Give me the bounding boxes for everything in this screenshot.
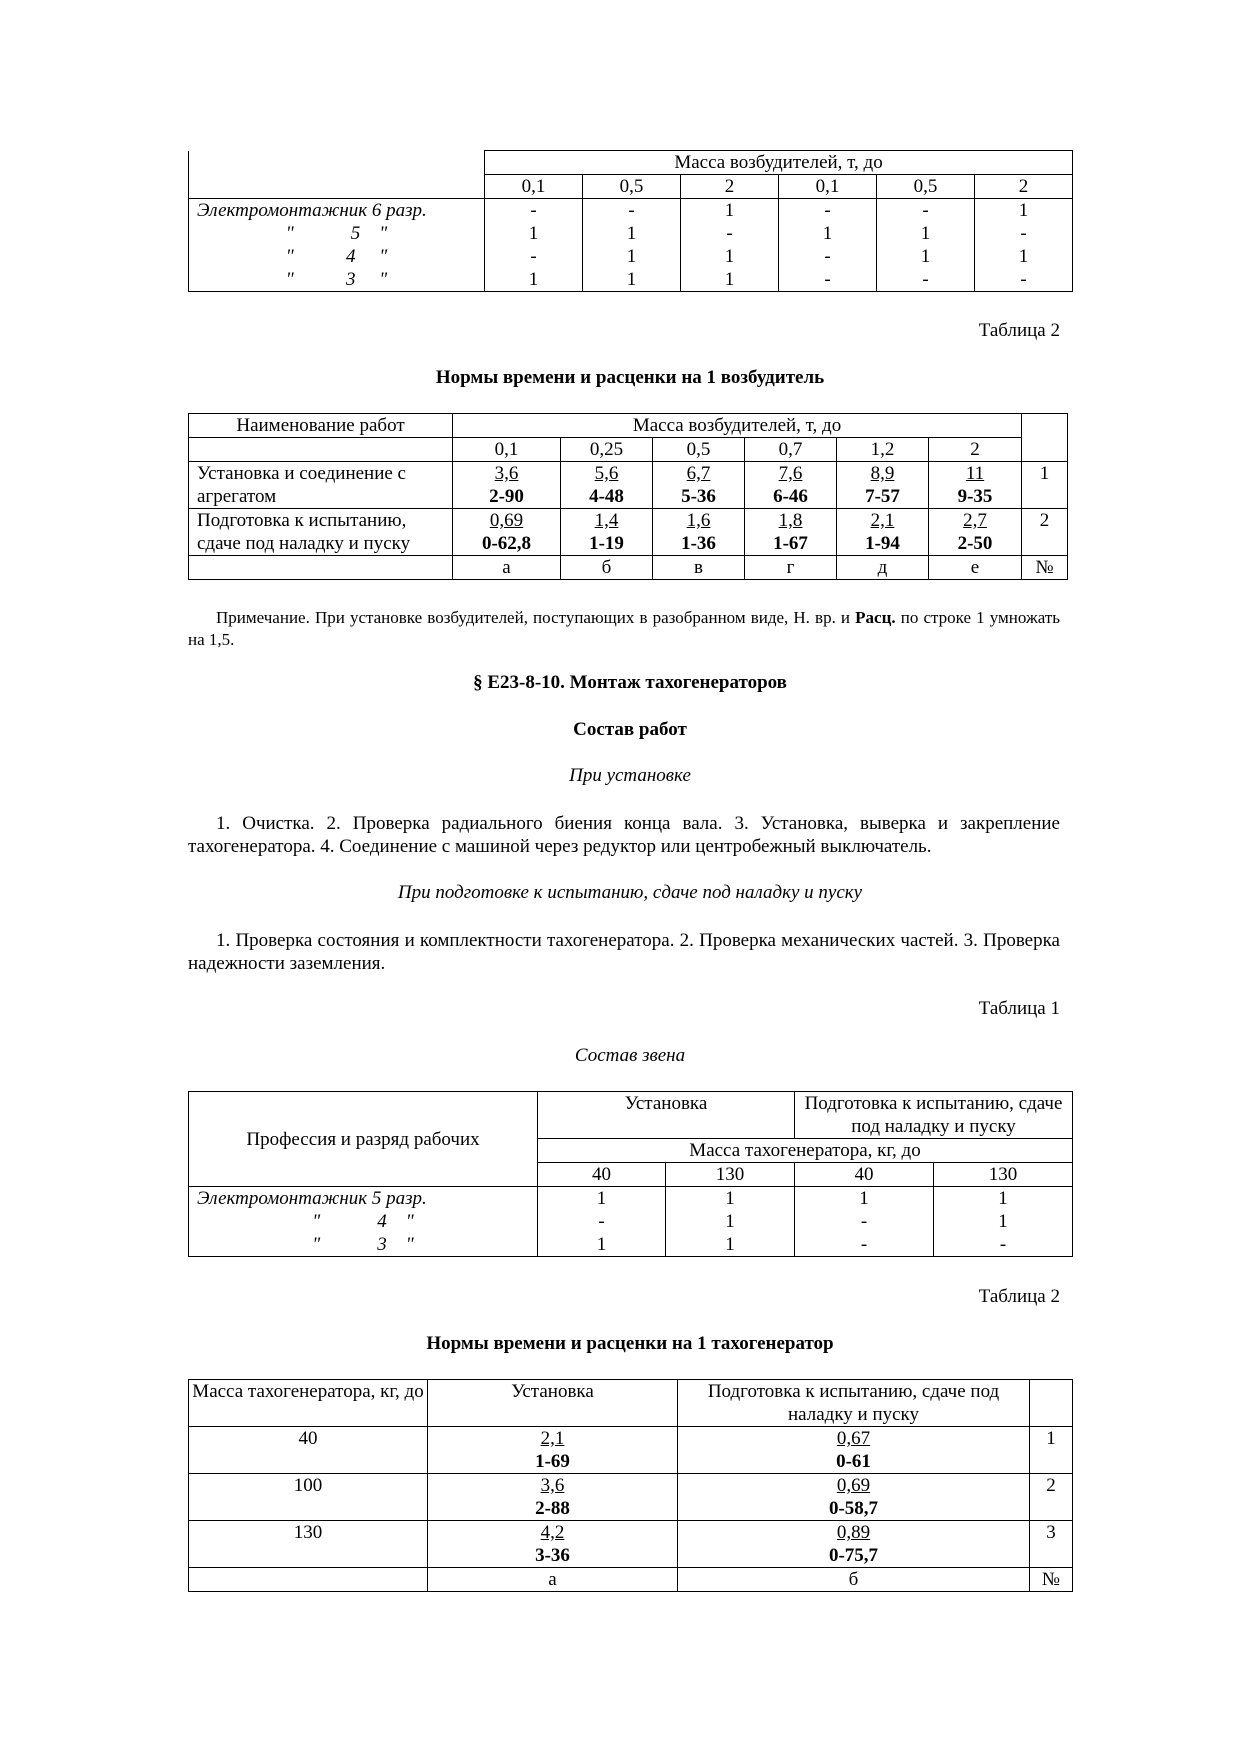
- column-letter: е: [929, 556, 1022, 580]
- mass-header: 2: [929, 438, 1022, 462]
- table-row: [189, 509, 1068, 556]
- time-norm: 11: [965, 463, 985, 484]
- rate: 0-61: [836, 1451, 871, 1472]
- mass-header: 2: [975, 175, 1073, 199]
- column-letter: б: [561, 556, 653, 580]
- crew-count: 1: [877, 245, 975, 268]
- crew-count: 1: [666, 1210, 795, 1233]
- letters-empty: [189, 1568, 428, 1592]
- time-norm: 2,1: [870, 510, 895, 531]
- time-norm: 2,1: [540, 1428, 565, 1449]
- mass-header: 40: [538, 1163, 666, 1187]
- time-norm: 4,2: [540, 1522, 565, 1543]
- section-title: § Е23-8-10. Монтаж тахогенераторов: [473, 672, 787, 693]
- rate: 2-50: [957, 533, 993, 554]
- install-header: Установка: [428, 1380, 678, 1427]
- rate: 1-36: [681, 533, 716, 554]
- crew-count: -: [779, 268, 877, 292]
- crew-count: 1: [538, 1187, 666, 1211]
- crew-count: 1: [485, 268, 583, 292]
- table-number-label: Таблица 2: [978, 1286, 1060, 1307]
- install-text: 1. Очистка. 2. Проверка радиального биения конца вала. 3. Установка, выверка и закрепление тахогенератора. 4. Соединение с машиной через редуктор или центробежный выключатель.: [188, 813, 1060, 857]
- table-row: [189, 1568, 1073, 1592]
- composition-title: Состав работ: [573, 719, 687, 740]
- mass-group-header: Масса тахогенератора, кг, до: [538, 1139, 1073, 1163]
- worker-grade: " 3 ": [189, 268, 485, 292]
- rate: 6-46: [773, 486, 808, 507]
- table-row: [189, 268, 1073, 292]
- mass-value: 100: [189, 1474, 428, 1521]
- crew-count: 1: [681, 245, 779, 268]
- time-norm: 6,7: [686, 463, 711, 484]
- crew-count: -: [485, 245, 583, 268]
- norms-table-tachogenerator: [188, 1379, 1073, 1592]
- crew-count: 1: [877, 222, 975, 245]
- crew-title: Состав звена: [574, 1045, 686, 1066]
- time-norm: 5,6: [594, 463, 619, 484]
- crew-count: 1: [795, 1187, 934, 1211]
- rate: 0-62,8: [481, 533, 532, 554]
- column-letter: а: [428, 1568, 678, 1592]
- mass-group-header: Масса возбудителей, т, до: [453, 414, 1022, 438]
- crew-count: -: [975, 268, 1073, 292]
- table-row: [189, 1474, 1073, 1521]
- time-norm: 3,6: [540, 1475, 565, 1496]
- table-number-label: Таблица 2: [978, 320, 1060, 341]
- rate: 2-90: [489, 486, 524, 507]
- rate: 5-36: [681, 486, 716, 507]
- mass-header: 40: [795, 1163, 934, 1187]
- rate: 0-75,7: [828, 1545, 879, 1566]
- norm-cell: [929, 509, 1022, 556]
- column-letter: г: [745, 556, 837, 580]
- note-paragraph: [188, 607, 1060, 651]
- rate: 3-36: [535, 1545, 570, 1566]
- crew-count: -: [583, 199, 681, 223]
- mass-header: 0,1: [779, 175, 877, 199]
- letters-empty: [189, 556, 453, 580]
- crew-count: -: [795, 1210, 934, 1233]
- table-row: [189, 556, 1068, 580]
- install-subtitle: При установке: [569, 765, 691, 786]
- crew-table-tachogenerators: [188, 1091, 1073, 1257]
- row-number: 1: [1030, 1427, 1073, 1474]
- worker-grade: " 4 ": [189, 245, 485, 268]
- table-row: [189, 1187, 1073, 1211]
- time-norm: 8,9: [870, 463, 895, 484]
- crew-count: -: [681, 222, 779, 245]
- norm-cell: [678, 1427, 1030, 1474]
- time-norm: 0,89: [836, 1522, 871, 1543]
- column-letter: в: [653, 556, 745, 580]
- time-norm: 7,6: [778, 463, 803, 484]
- crew-table-exciters: [188, 150, 1073, 292]
- time-norm: 0,67: [836, 1428, 871, 1449]
- num-header-empty: [1022, 414, 1068, 462]
- time-norm: 2,7: [963, 510, 987, 531]
- rate: 4-48: [589, 486, 624, 507]
- mass-header: Масса тахогенератора, кг, до: [189, 1380, 428, 1427]
- mass-header: 0,5: [653, 438, 745, 462]
- prep-subtitle: При подготовке к испытанию, сдаче под наладку и пуску: [397, 882, 863, 903]
- table-row: [189, 462, 1068, 509]
- crew-count: -: [975, 222, 1073, 245]
- table-title: Нормы времени и расценки на 1 тахогенератор: [426, 1333, 834, 1354]
- time-norm: 1,8: [778, 510, 803, 531]
- row-number: 3: [1030, 1521, 1073, 1568]
- crew-count: 1: [975, 245, 1073, 268]
- num-header-empty: [1030, 1380, 1073, 1427]
- mass-header: 0,1: [453, 438, 561, 462]
- mass-group-header: Масса возбудителей, т, до: [485, 151, 1073, 175]
- table-number-label: Таблица 1: [978, 998, 1060, 1019]
- worker-grade: " 5 ": [189, 222, 485, 245]
- norm-cell: [453, 509, 561, 556]
- column-letter: а: [453, 556, 561, 580]
- crew-count: 1: [583, 245, 681, 268]
- norm-cell: [745, 462, 837, 509]
- crew-count: -: [877, 268, 975, 292]
- works-name-header: Наименование работ: [189, 414, 453, 438]
- header-empty: [189, 438, 453, 462]
- column-letter: д: [837, 556, 929, 580]
- prep-header: Подготовка к испытанию, сдаче под наладку и пуску: [678, 1380, 1030, 1427]
- crew-count: 1: [934, 1187, 1073, 1211]
- profession-header: Профессия и разряд рабочих: [189, 1092, 538, 1187]
- prep-text: 1. Проверка состояния и комплектности тахогенератора. 2. Проверка механических частей. 3. Проверка надежности заземления.: [188, 930, 1060, 974]
- mass-header: 0,25: [561, 438, 653, 462]
- norm-cell: [837, 509, 929, 556]
- crew-count: -: [795, 1233, 934, 1257]
- note-bold: Расц.: [855, 608, 896, 627]
- install-header: Установка: [538, 1092, 795, 1139]
- rate: 0-58,7: [828, 1498, 879, 1519]
- rate: 1-67: [773, 533, 808, 554]
- rate: 7-57: [865, 486, 900, 507]
- mass-header: 0,5: [877, 175, 975, 199]
- crew-count: -: [538, 1210, 666, 1233]
- time-norm: 0,69: [489, 510, 524, 531]
- crew-count: -: [934, 1233, 1073, 1257]
- table-row: [189, 245, 1073, 268]
- mass-header: 0,1: [485, 175, 583, 199]
- rate: 1-19: [589, 533, 624, 554]
- work-name: Подготовка к испытанию, сдаче под наладку и пуску: [189, 509, 453, 556]
- crew-header-empty: [189, 151, 485, 199]
- crew-count: 1: [666, 1187, 795, 1211]
- prep-header: Подготовка к испытанию, сдаче под наладку и пуску: [795, 1092, 1073, 1139]
- crew-count: 1: [934, 1210, 1073, 1233]
- time-norm: 0,69: [836, 1475, 871, 1496]
- work-name: Установка и соединение с агрегатом: [189, 462, 453, 509]
- norm-cell: [837, 462, 929, 509]
- crew-count: -: [779, 245, 877, 268]
- crew-count: 1: [583, 222, 681, 245]
- mass-value: 40: [189, 1427, 428, 1474]
- norm-cell: [745, 509, 837, 556]
- table-row: [189, 199, 1073, 223]
- table-row: [189, 1210, 1073, 1233]
- norm-cell: [453, 462, 561, 509]
- crew-count: 1: [538, 1233, 666, 1257]
- mass-header: 130: [666, 1163, 795, 1187]
- norm-cell: [653, 462, 745, 509]
- norm-cell: [561, 509, 653, 556]
- num-symbol: №: [1030, 1568, 1073, 1592]
- norm-cell: [428, 1474, 678, 1521]
- mass-value: 130: [189, 1521, 428, 1568]
- mass-header: 0,7: [745, 438, 837, 462]
- norm-cell: [428, 1427, 678, 1474]
- crew-count: 1: [975, 199, 1073, 223]
- norm-cell: [653, 509, 745, 556]
- rate: 1-69: [535, 1451, 570, 1472]
- row-number: 2: [1022, 509, 1068, 556]
- time-norm: 1,4: [594, 510, 619, 531]
- table-title: Нормы времени и расценки на 1 возбудитель: [435, 367, 825, 388]
- crew-count: 1: [681, 268, 779, 292]
- norms-table-exciter: [188, 413, 1068, 580]
- table-row: [189, 222, 1073, 245]
- time-norm: 3,6: [494, 463, 519, 484]
- column-letter: б: [678, 1568, 1030, 1592]
- mass-header: 0,5: [583, 175, 681, 199]
- crew-count: 1: [779, 222, 877, 245]
- crew-count: -: [485, 199, 583, 223]
- crew-count: -: [877, 199, 975, 223]
- mass-header: 2: [681, 175, 779, 199]
- worker-grade: Электромонтажник 6 разр.: [189, 199, 485, 223]
- rate: 1-94: [865, 533, 900, 554]
- norm-cell: [678, 1474, 1030, 1521]
- crew-count: 1: [583, 268, 681, 292]
- norm-cell: [428, 1521, 678, 1568]
- mass-header: 130: [934, 1163, 1073, 1187]
- mass-header: 1,2: [837, 438, 929, 462]
- note-text-end: по строке 1 умножать на 1,5.: [188, 608, 1061, 649]
- table-row: [189, 1427, 1073, 1474]
- table-row: [189, 1233, 1073, 1257]
- crew-count: 1: [681, 199, 779, 223]
- worker-grade: " 4 ": [189, 1210, 538, 1233]
- worker-grade: " 3 ": [189, 1233, 538, 1257]
- crew-count: -: [779, 199, 877, 223]
- num-symbol: №: [1022, 556, 1068, 580]
- table-row: [189, 1521, 1073, 1568]
- worker-grade: Электромонтажник 5 разр.: [189, 1187, 538, 1211]
- rate: 2-88: [535, 1498, 570, 1519]
- norm-cell: [561, 462, 653, 509]
- row-number: 1: [1022, 462, 1068, 509]
- time-norm: 1,6: [686, 510, 711, 531]
- note-text: Примечание. При установке возбудителей, поступающих в разобранном виде, Н. вр. и: [216, 608, 856, 627]
- norm-cell: [929, 462, 1022, 509]
- crew-count: 1: [666, 1233, 795, 1257]
- norm-cell: [678, 1521, 1030, 1568]
- crew-count: 1: [485, 222, 583, 245]
- rate: 9-35: [957, 486, 993, 507]
- row-number: 2: [1030, 1474, 1073, 1521]
